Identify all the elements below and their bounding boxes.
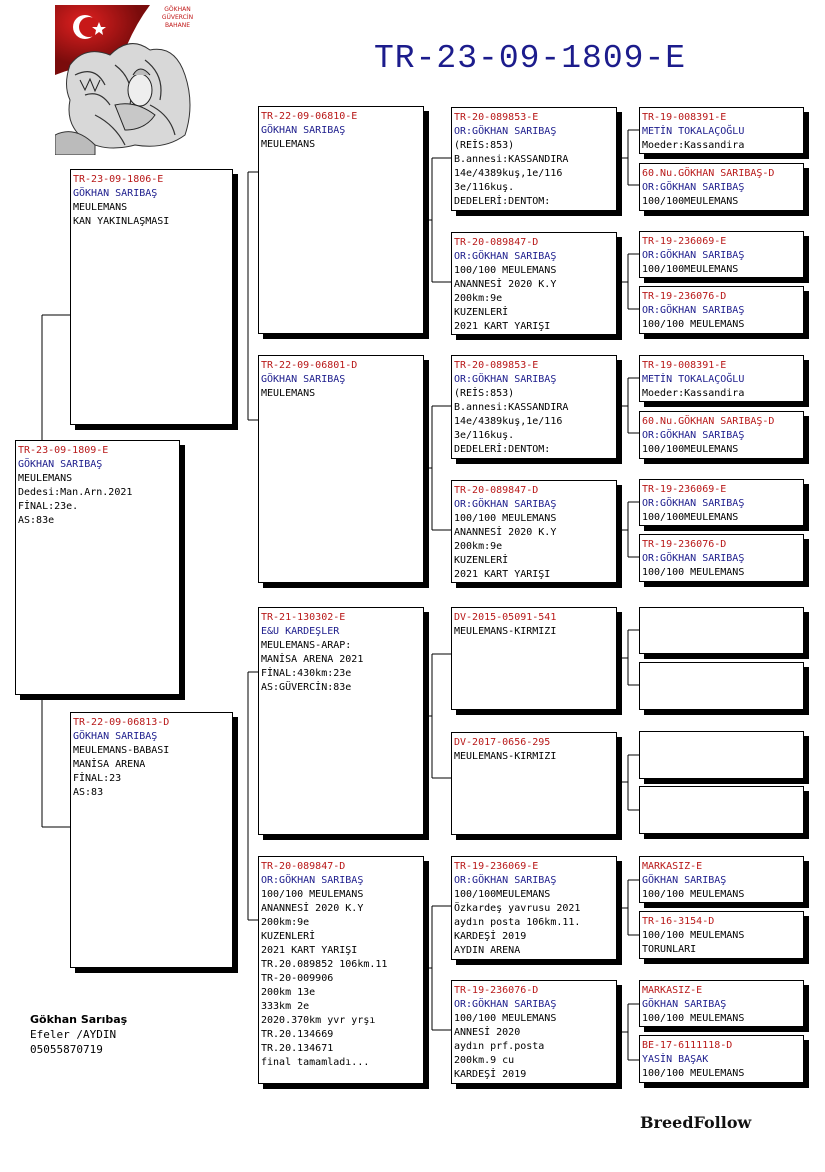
ring-number: 60.Nu.GÖKHAN SARIBAŞ-D [642, 168, 775, 179]
card-line: (REİS:853) [454, 388, 515, 399]
card-line: TORUNLARI [642, 944, 697, 955]
card-line: GÖKHAN SARIBAŞ [261, 125, 346, 136]
card-line: 2020.370km yvr yrşı [261, 1015, 376, 1026]
card-line: MEULEMANS [261, 388, 316, 399]
card-line: Moeder:Kassandira [642, 388, 745, 399]
card-line: 200km:9e [261, 917, 310, 928]
card-line: METİN TOKALAÇOĞLU [642, 374, 745, 385]
card-line: 100/100 MEULEMANS [642, 930, 745, 941]
pigeon-card-dam-sire [258, 607, 424, 835]
card-line: MEULEMANS [18, 473, 73, 484]
card-line: 100/100 MEULEMANS [454, 265, 557, 276]
card-line: ANANNESİ 2020 K.Y [454, 279, 557, 290]
card-line: 100/100 MEULEMANS [454, 513, 557, 524]
card-line: TR-20-009906 [261, 973, 334, 984]
card-line: OR:GÖKHAN SARIBAŞ [454, 499, 557, 510]
card-line: MEULEMANS-KIRMIZI [454, 626, 557, 637]
ring-number: DV-2017-0656-295 [454, 737, 551, 748]
card-line: B.annesi:KASSANDIRA [454, 154, 569, 165]
card-line: FİNAL:430km:23e [261, 668, 352, 679]
card-line: 200km 13e [261, 987, 316, 998]
card-line: Dedesi:Man.Arn.2021 [18, 487, 133, 498]
pigeon-card-sds [451, 355, 617, 459]
ring-number: TR-19-236076-D [642, 291, 727, 302]
pigeon-card-gen4-10 [639, 662, 804, 710]
card-line: Moeder:Kassandira [642, 140, 745, 151]
ring-number: TR-21-130302-E [261, 612, 346, 623]
card-line: E&U KARDEŞLER [261, 626, 340, 637]
card-line: YASİN BAŞAK [642, 1054, 709, 1065]
card-line: 100/100MEULEMANS [642, 196, 739, 207]
card-line: AS:GÜVERCİN:83e [261, 682, 352, 693]
pigeon-card-gen4-9 [639, 607, 804, 654]
card-line: GÖKHAN SARIBAŞ [642, 875, 727, 886]
card-line: 100/100 MEULEMANS [642, 1013, 745, 1024]
ring-number: TR-23-09-1809-E [18, 445, 109, 456]
card-line: MEULEMANS-ARAP: [261, 640, 352, 651]
owner-name: Gökhan Sarıbaş [30, 1013, 128, 1026]
card-line: (REİS:853) [454, 140, 515, 151]
ring-number: 60.Nu.GÖKHAN SARIBAŞ-D [642, 416, 775, 427]
pigeon-card-gen4-11 [639, 731, 804, 779]
card-line: OR:GÖKHAN SARIBAŞ [454, 374, 557, 385]
pigeon-card-gen4-16 [639, 1035, 804, 1083]
pigeon-card-ssd [451, 232, 617, 335]
pigeon-card-gen4-3 [639, 231, 804, 278]
card-line: KUZENLERİ [454, 555, 509, 566]
pigeon-card-gen4-2 [639, 163, 804, 211]
pigeon-card-gen4-12 [639, 786, 804, 834]
pigeon-card-gen4-1 [639, 107, 804, 154]
card-line: 100/100 MEULEMANS [642, 1068, 745, 1079]
ring-number: TR-22-09-06810-E [261, 111, 358, 122]
ring-number: TR-23-09-1806-E [73, 174, 164, 185]
ring-number: MARKASIZ-E [642, 861, 703, 872]
card-line: FİNAL:23e. [18, 501, 79, 512]
card-line: 100/100MEULEMANS [642, 444, 739, 455]
card-line: OR:GÖKHAN SARIBAŞ [642, 553, 745, 564]
ring-number: TR-20-089847-D [454, 237, 539, 248]
card-line: 2021 KART YARIŞI [261, 945, 358, 956]
card-line: KARDEŞİ 2019 [454, 931, 527, 942]
pigeon-card-dss [451, 607, 617, 710]
card-line: DEDELERİ:DENTOM: [454, 196, 551, 207]
brand-logo-text: BreedFollow [640, 1113, 752, 1132]
card-line: final tamamladı... [261, 1057, 370, 1068]
ring-number: DV-2015-05091-541 [454, 612, 557, 623]
card-line: 100/100MEULEMANS [454, 889, 551, 900]
pigeon-card-gen4-14 [639, 911, 804, 959]
ring-number: TR-19-008391-E [642, 360, 727, 371]
pigeon-card-sire-dam [258, 355, 424, 583]
pigeon-card-gen4-8 [639, 534, 804, 582]
ring-number: TR-20-089853-E [454, 360, 539, 371]
card-line: B.annesi:KASSANDIRA [454, 402, 569, 413]
card-line: 3e/116kuş. [454, 430, 515, 441]
card-line: AS:83 [73, 787, 104, 798]
card-line: KUZENLERİ [454, 307, 509, 318]
logo-text: GÖKHAN GÜVERCİN BAHANE [161, 6, 194, 29]
pigeon-card-dsd [451, 732, 617, 835]
card-line: 200km.9 cu [454, 1055, 515, 1066]
card-line: 14e/4389kuş,1e/116 [454, 168, 563, 179]
ring-number: TR-20-089853-E [454, 112, 539, 123]
pigeon-card-sdd [451, 480, 617, 583]
card-line: TR.20.134669 [261, 1029, 334, 1040]
card-line: ANANNESİ 2020 K.Y [261, 903, 364, 914]
card-line: GÖKHAN SARIBAŞ [261, 374, 346, 385]
ring-number: BE-17-6111118-D [642, 1040, 733, 1051]
card-line: MANİSA ARENA [73, 759, 146, 770]
card-line: DEDELERİ:DENTOM: [454, 444, 551, 455]
page-title: TR-23-09-1809-E [374, 40, 687, 77]
pigeon-card-sire [70, 169, 233, 425]
ring-number: TR-20-089847-D [454, 485, 539, 496]
pigeon-card-subject [15, 440, 180, 695]
card-line: aydın posta 106km.11. [454, 917, 581, 928]
pigeon-card-sire-sire [258, 106, 424, 334]
pigeon-card-ddd [451, 980, 617, 1084]
ring-number: TR-20-089847-D [261, 861, 346, 872]
pigeon-card-dam [70, 712, 233, 968]
card-line: OR:GÖKHAN SARIBAŞ [642, 182, 745, 193]
pigeon-card-sss [451, 107, 617, 211]
card-line: 3e/116kuş. [454, 182, 515, 193]
owner-city: Efeler /AYDIN [30, 1028, 117, 1041]
card-line: OR:GÖKHAN SARIBAŞ [261, 875, 364, 886]
card-line: KAN YAKINLAŞMASI [73, 216, 170, 227]
card-line: 100/100 MEULEMANS [642, 319, 745, 330]
card-line: KARDEŞİ 2019 [454, 1069, 527, 1080]
card-line: TR.20.089852 106km.11 [261, 959, 388, 970]
pigeon-card-gen4-13 [639, 856, 804, 903]
owner-phone: 05055870719 [30, 1043, 103, 1056]
ring-number: MARKASIZ-E [642, 985, 703, 996]
card-line: MEULEMANS [261, 139, 316, 150]
card-line: 14e/4389kuş,1e/116 [454, 416, 563, 427]
card-line: OR:GÖKHAN SARIBAŞ [642, 250, 745, 261]
card-line: OR:GÖKHAN SARIBAŞ [454, 251, 557, 262]
card-line: 100/100 MEULEMANS [454, 1013, 557, 1024]
card-line: OR:GÖKHAN SARIBAŞ [642, 305, 745, 316]
card-line: ANANNESİ 2020 K.Y [454, 527, 557, 538]
card-line: 100/100 MEULEMANS [642, 567, 745, 578]
card-line: AS:83e [18, 515, 55, 526]
card-line: 100/100 MEULEMANS [642, 889, 745, 900]
ring-number: TR-19-236069-E [642, 484, 727, 495]
card-line: 100/100 MEULEMANS [261, 889, 364, 900]
card-line: TR.20.134671 [261, 1043, 334, 1054]
card-line: FİNAL:23 [73, 773, 122, 784]
card-line: OR:GÖKHAN SARIBAŞ [454, 875, 557, 886]
pigeon-card-gen4-4 [639, 286, 804, 334]
card-line: OR:GÖKHAN SARIBAŞ [642, 498, 745, 509]
ring-number: TR-19-236069-E [454, 861, 539, 872]
ring-number: TR-16-3154-D [642, 916, 715, 927]
pigeon-card-gen4-6 [639, 411, 804, 459]
card-line: 2021 KART YARIŞI [454, 321, 551, 332]
card-line: KUZENLERİ [261, 931, 316, 942]
pigeon-card-gen4-7 [639, 479, 804, 526]
ring-number: TR-22-09-06801-D [261, 360, 358, 371]
card-line: 333km 2e [261, 1001, 310, 1012]
card-line: MANİSA ARENA 2021 [261, 654, 364, 665]
ring-number: TR-19-236076-D [454, 985, 539, 996]
card-line: GÖKHAN SARIBAŞ [642, 999, 727, 1010]
ring-number: TR-19-008391-E [642, 112, 727, 123]
pigeon-card-gen4-5 [639, 355, 804, 402]
card-line: OR:GÖKHAN SARIBAŞ [454, 999, 557, 1010]
card-line: Özkardeş yavrusu 2021 [454, 903, 581, 914]
card-line: ANNESİ 2020 [454, 1027, 521, 1038]
card-line: METİN TOKALAÇOĞLU [642, 126, 745, 137]
card-line: aydın prf.posta [454, 1041, 545, 1052]
card-line: MEULEMANS [73, 202, 128, 213]
card-line: 200km:9e [454, 541, 503, 552]
card-line: MEULEMANS-KIRMIZI [454, 751, 557, 762]
ring-number: TR-19-236069-E [642, 236, 727, 247]
card-line: GÖKHAN SARIBAŞ [18, 459, 103, 470]
card-line: GÖKHAN SARIBAŞ [73, 188, 158, 199]
card-line: OR:GÖKHAN SARIBAŞ [454, 126, 557, 137]
ring-number: TR-19-236076-D [642, 539, 727, 550]
card-line: OR:GÖKHAN SARIBAŞ [642, 430, 745, 441]
pigeon-card-gen4-15 [639, 980, 804, 1027]
pigeon-card-dds [451, 856, 617, 960]
owner-info [30, 1012, 127, 1057]
card-line: GÖKHAN SARIBAŞ [73, 731, 158, 742]
card-line: AYDIN ARENA [454, 945, 521, 956]
card-line: 2021 KART YARIŞI [454, 569, 551, 580]
ring-number: TR-22-09-06813-D [73, 717, 170, 728]
card-line: MEULEMANS-BABASI [73, 745, 170, 756]
card-line: 100/100MEULEMANS [642, 512, 739, 523]
card-line: 200km:9e [454, 293, 503, 304]
pigeon-card-dam-dam [258, 856, 424, 1084]
card-line: 100/100MEULEMANS [642, 264, 739, 275]
